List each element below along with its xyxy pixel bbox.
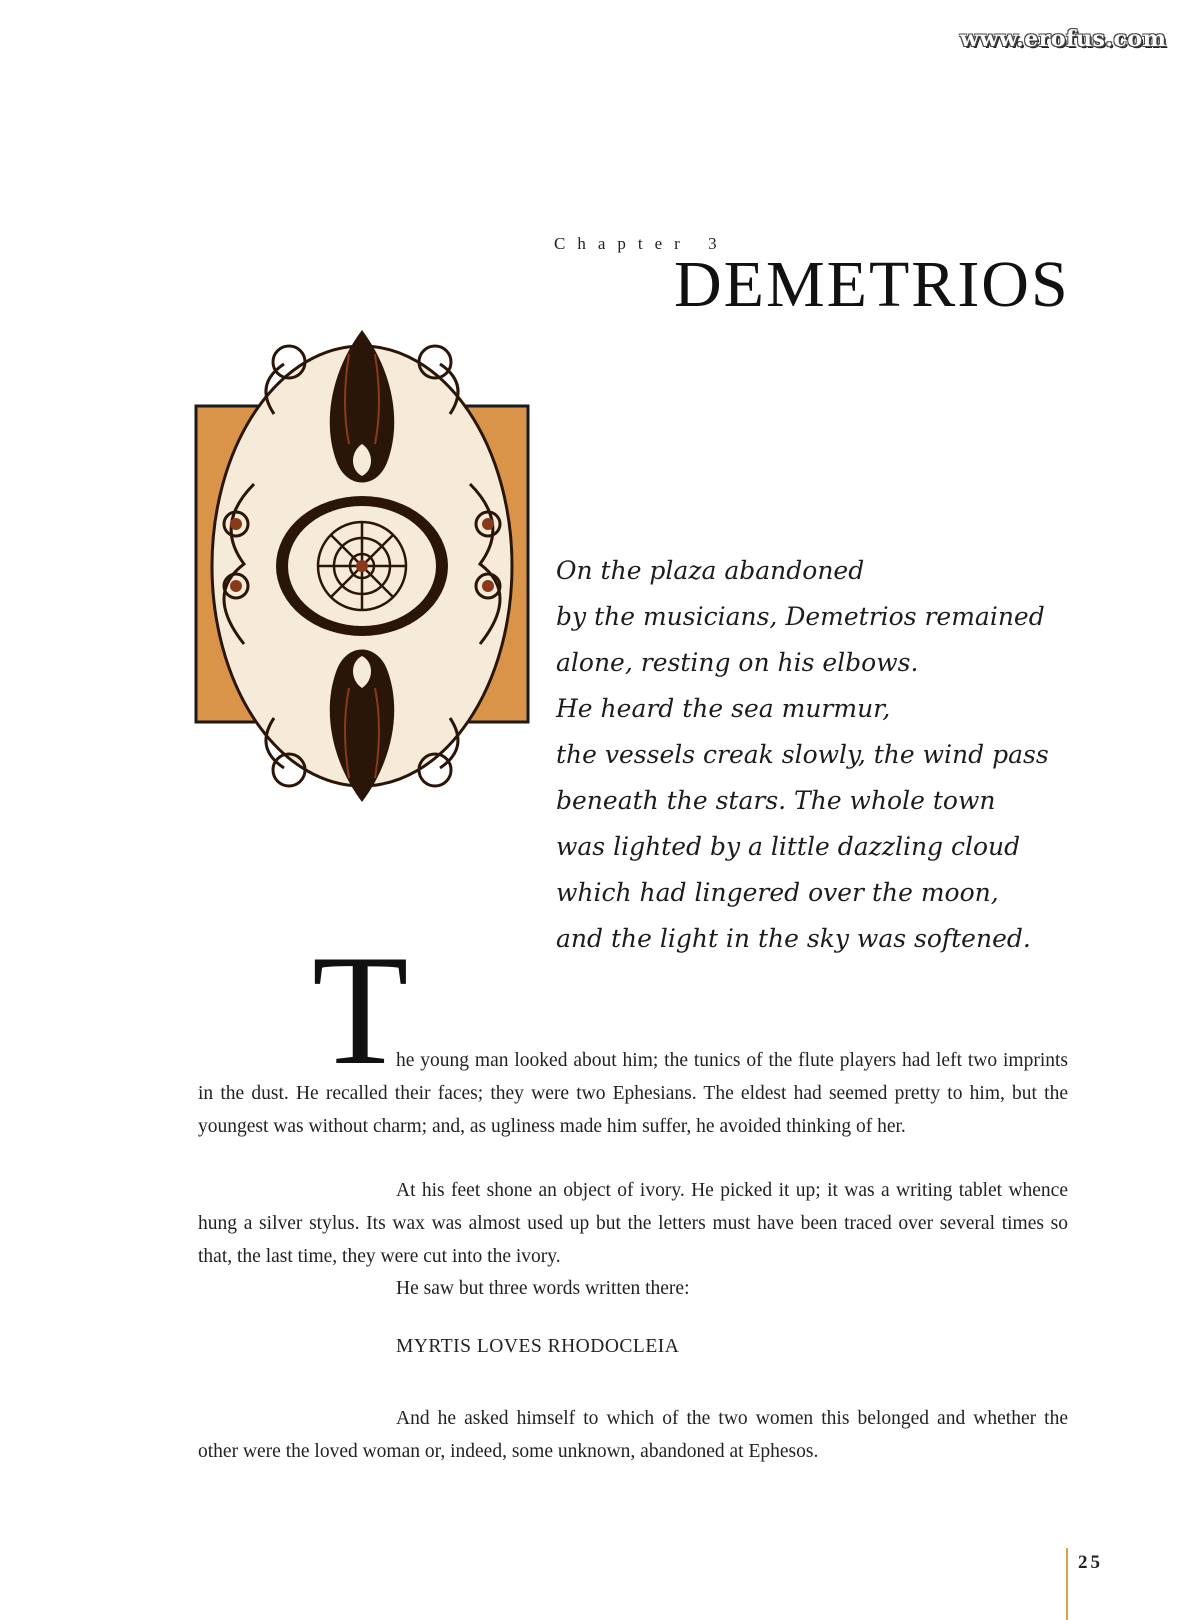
verse-line: by the musicians, Demetrios remained	[556, 602, 1045, 631]
paragraph-2: At his feet shone an object of ivory. He picked it up; it was a writing tablet whence hung a silver stylus. Its wax was almost used up but the letters must have been traced over several times so that, the last time, they were cut into the ivory.	[198, 1180, 1068, 1267]
watermark: www.erofus.com	[960, 26, 1167, 52]
verse-line: which had lingered over the moon,	[556, 878, 999, 907]
verse-line: He heard the sea murmur,	[556, 694, 891, 723]
paragraph-1: he young man looked about him; the tunics of the flute players had left two imprints in the dust. He recalled their faces; they were two Ephesians. The eldest had seemed pretty to him, but the youngest was without charm; and, as ugliness made him suffer, he avoided thinking of her.	[198, 1050, 1068, 1137]
verse-line: beneath the stars. The whole town	[556, 786, 996, 815]
verse-line: was lighted by a little dazzling cloud	[556, 832, 1021, 861]
verse-line: and the light in the sky was softened.	[556, 924, 1031, 953]
drop-cap: T	[312, 923, 409, 1098]
paragraph-4: And he asked himself to which of the two women this belonged and whether the other were the loved woman or, indeed, some unknown, abandoned at Ephesos.	[198, 1408, 1068, 1462]
verse-line: alone, resting on his elbows.	[556, 648, 919, 677]
verse-block	[556, 548, 1076, 962]
verse-line: On the plaza abandoned	[556, 556, 865, 585]
page-number-rule	[1066, 1548, 1068, 1620]
tablet-inscription: MYRTIS LOVES RHODOCLEIA	[396, 1336, 680, 1357]
page-number: 25	[1078, 1552, 1103, 1573]
chapter-label: Chapter 3	[554, 234, 729, 253]
verse-line: the vessels creak slowly, the wind pass	[556, 740, 1049, 769]
baroque-ornament-icon	[194, 324, 530, 808]
paragraph-3: He saw but three words written there:	[396, 1278, 690, 1299]
chapter-title: DEMETRIOS	[674, 248, 1070, 321]
